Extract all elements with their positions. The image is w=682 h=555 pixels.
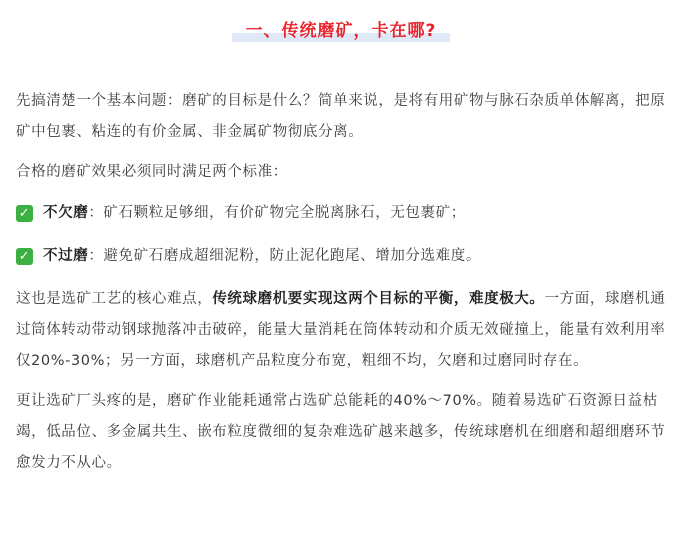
check-mark-icon: ✓ [16,248,33,265]
difficulty-detail-text: 一方面，球磨机通过筒体转动带动钢球抛落冲击破碎，能量大量消耗在筒体转动和介质无效碰撞上，能量有效利用率仅20%-30%；另一方面，球磨机产品粒度分布宽，粗细不均，欠磨和过磨同时存在。 [16,291,666,369]
section-heading-wrap [0,18,682,44]
criteria-item [16,241,674,272]
paragraph-difficulty [16,284,674,377]
section-heading-text: 一、传统磨矿，卡在哪? [245,21,437,41]
section-heading [236,18,447,44]
paragraph-intro: 先搞清楚一个基本问题：磨矿的目标是什么？简单来说，是将有用矿物与脉石杂质单体解离，把原矿中包裹、粘连的有价金属、非金属矿物彻底分离。 [16,93,666,140]
difficulty-lead-text: 这也是选矿工艺的核心难点， [16,291,213,307]
criteria-description: 避免矿石磨成超细泥粉，防止泥化跑尾、增加分选难度。 [103,248,481,264]
difficulty-emphasis-text: 传统球磨机要实现这两个目标的平衡，难度极大。 [212,291,545,307]
paragraph-energy: 更让选矿厂头疼的是，磨矿作业能耗通常占选矿总能耗的40%～70%。随着易选矿石资源日益枯竭，低品位、多金属共生、嵌布粒度微细的复杂难选矿越来越多，传统球磨机在细磨和超细磨环节愈发力不从心。 [16,393,666,471]
criteria-item-text [43,241,481,272]
paragraph-criteria-lead: 合格的磨矿效果必须同时满足两个标准： [16,164,288,180]
criteria-item [16,198,674,229]
criteria-separator: ： [88,205,104,221]
criteria-term: 不欠磨 [43,205,89,221]
check-mark-icon: ✓ [16,205,33,222]
criteria-item-text [43,198,466,229]
criteria-description: 矿石颗粒足够细，有价矿物完全脱离脉石，无包裹矿； [103,205,466,221]
article-body [16,86,674,488]
criteria-term: 不过磨 [43,248,89,264]
criteria-separator: ： [88,248,104,264]
